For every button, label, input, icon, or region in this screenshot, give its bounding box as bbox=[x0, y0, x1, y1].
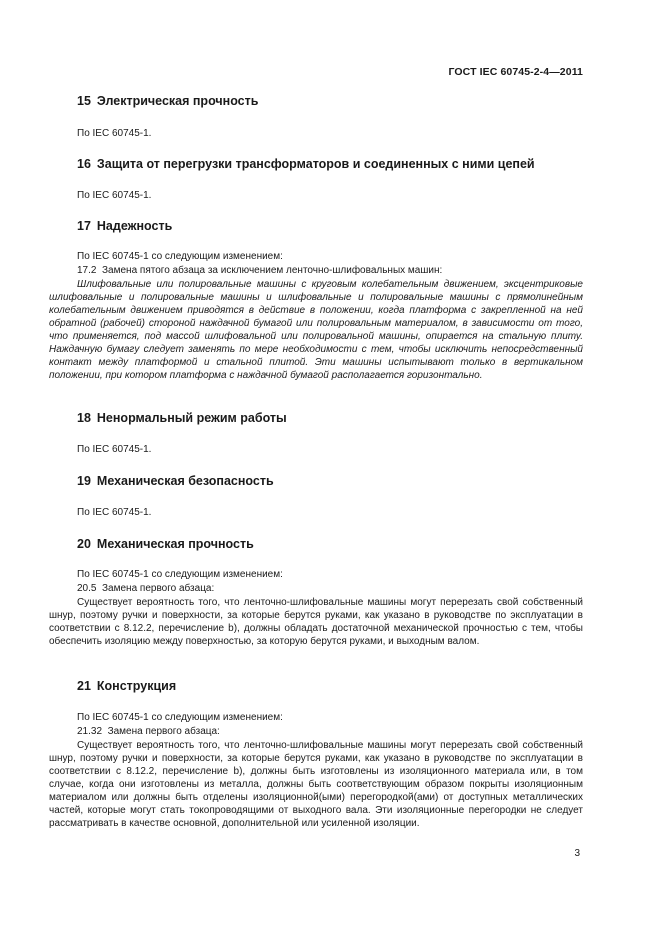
section-20-ref: По IEC 60745-1 со следующим изменением: bbox=[77, 569, 283, 580]
section-20-sub: 20.5 Замена первого абзаца: bbox=[77, 583, 215, 594]
section-17 bbox=[77, 219, 583, 234]
section-17-sub: 17.2 Замена пятого абзаца за исключением ленточно-шлифовальных машин: bbox=[77, 265, 443, 276]
document-header: ГОСТ IEC 60745-2-4—2011 bbox=[448, 66, 583, 78]
section-title: 18 Ненормальный режим работы bbox=[77, 411, 287, 425]
section-title: 21 Конструкция bbox=[77, 679, 177, 693]
section-15-ref: По IEC 60745-1. bbox=[77, 128, 152, 139]
section-title: 15 Электрическая прочность bbox=[77, 94, 259, 108]
section-18-ref: По IEC 60745-1. bbox=[77, 444, 152, 455]
section-16 bbox=[77, 157, 597, 172]
page-number: 3 bbox=[574, 848, 580, 859]
section-19-ref: По IEC 60745-1. bbox=[77, 507, 152, 518]
section-21-text: Существует вероятность того, что ленточно-шлифовальные машины могут перерезать свой собственный шнур, поэтому ручки и поверхности, за которые берутся руками, как указано в руководстве по эксплуатации в соответствии с 8.12.2, перечисление b), должны быть изготовлены из изоляционного материала или, в том случае, когда они изготовлены из металла, должны быть соответствующим образом покрыты изоляционным материалом или должны быть отделены изоляционной(ыми) перегородкой(ами) от доступных металлических частей, которые могут стать токопроводящими от выходного вала. Эти изоляционные перегородки не следует рассматривать в качестве основной, дополнительной или усиленной изоляции. bbox=[49, 740, 583, 829]
section-title: 17 Надежность bbox=[77, 219, 173, 233]
section-17-text: Шлифовальные или полировальные машины с круговым колебательным движением, эксцентриковые шлифовальные и полировальные машины и шлифовальные и полировальные машины с прямолинейным колебательным движением приводятся в действие в положении, когда платформа с закрепленной на ней обратной (рабочей) стороной наждачной бумагой или полировальным материалом, в зависимости от того, что применяется, под массой шлифовальной или полировальной машины, опирается на стальную плиту. Наждачную бумагу следует заменять по мере необходимости с тем, чтобы исключить непосредственный контакт между платформой и стальной плитой. Эти машины испытывают только в вертикальном положении, при котором платформа с наждачной бумагой располагается горизонтально. bbox=[49, 279, 583, 381]
section-21-sub: 21.32 Замена первого абзаца: bbox=[77, 726, 220, 737]
section-16-ref: По IEC 60745-1. bbox=[77, 190, 152, 201]
section-19 bbox=[77, 474, 583, 489]
section-20 bbox=[77, 537, 583, 552]
section-title: 20 Механическая прочность bbox=[77, 537, 254, 551]
section-20-text: Существует вероятность того, что ленточно-шлифовальные машины могут перерезать свой собственный шнур, поэтому ручки и поверхности, за которые берутся руками, как указано в руководстве по эксплуатации в соответствии с 8.12.2, перечисление b), должны обладать достаточной механической прочностью с тем, чтобы обеспечить изоляцию между поверхностью, за которую берутся руками, и выходным валом. bbox=[49, 597, 583, 647]
section-18 bbox=[77, 411, 583, 426]
section-17-ref: По IEC 60745-1 со следующим изменением: bbox=[77, 251, 283, 262]
section-15 bbox=[77, 94, 583, 109]
section-21 bbox=[77, 679, 583, 694]
section-title: 19 Механическая безопасность bbox=[77, 474, 274, 488]
section-21-ref: По IEC 60745-1 со следующим изменением: bbox=[77, 712, 283, 723]
section-title: 16 Защита от перегрузки трансформаторов и соединенных с ними цепей bbox=[77, 157, 535, 171]
